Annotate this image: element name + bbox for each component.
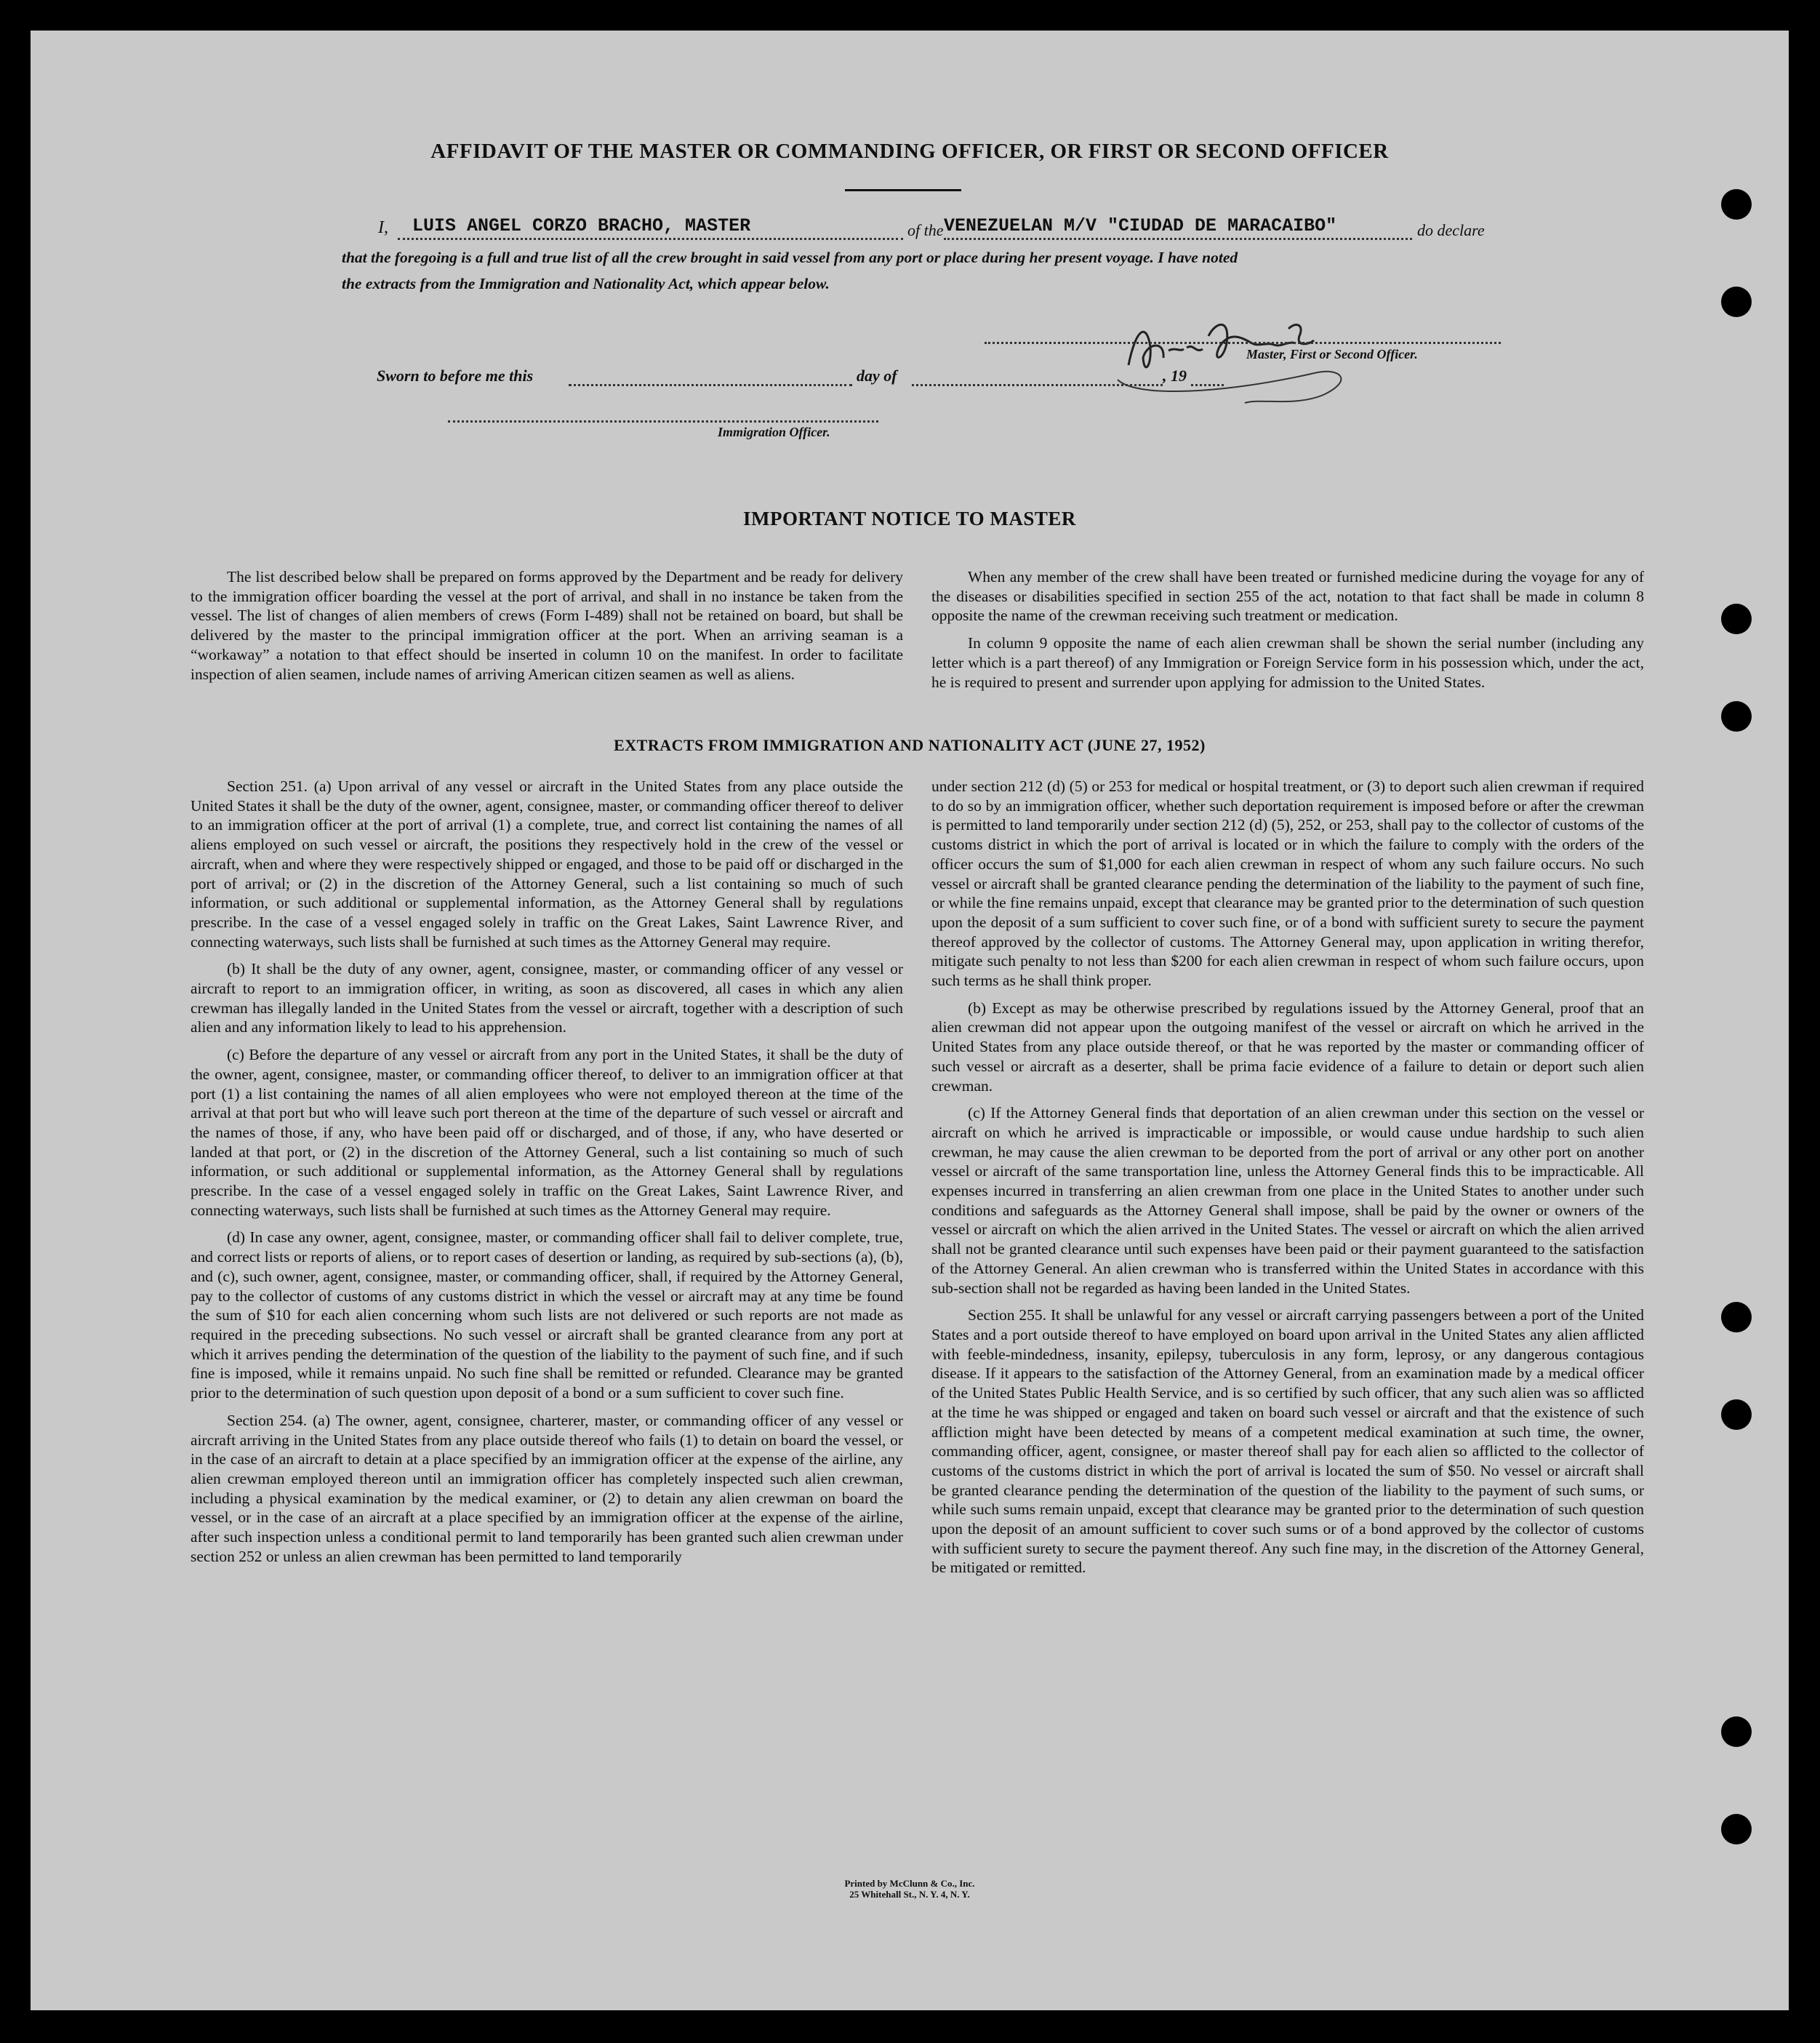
signature-caption: Master, First or Second Officer. — [1246, 347, 1418, 361]
notice-title: IMPORTANT NOTICE TO MASTER — [743, 508, 1076, 529]
extract-paragraph: (b) Except as may be otherwise prescribed by regulations issued by the Attorney General, proof that an alien crewman did not appear upon the outgoing manifest of the vessel or aircraft on which he arrived in the United States from any place outside thereof, or that he was reported by the master or commanding officer of such vessel or aircraft as a deserter, shall be prima facie evidence of a failure to detain or deport such alien crewman. — [931, 999, 1644, 1095]
extract-paragraph: Section 255. It shall be unlawful for any vessel or aircraft carrying passengers between a port of the United States and a port outside thereof to have employed on board upon arrival in the United States any alien afflicted with feeble-mindedness, insanity, epilepsy, tuberculosis in any form, leprosy, or any dangerous contagious disease. If it appears to the satisfaction of the Attorney General, from an examination made by a medical officer of the United States Public Health Service, and is so certified by such officer, that any such alien was so afflicted at the time he was shipped or engaged and taken on board such vessel or aircraft and that the existence of such affliction might have been detected by means of a competent medical examination at such time, the owner, commanding officer, agent, consignee, or master thereof shall pay for each alien so afflicted to the collector of customs of the customs district in which the port of arrival is located the sum of $50. No vessel or aircraft shall be granted clearance pending the determination of the question of the liability to the payment of such sums, or while such sums remain unpaid, except that clearance may be granted prior to the determination of such question upon the deposit of an amount sufficient to cover such sums or of a bond approved by the collector of customs with sufficient surety to secure the payment thereof. Any such fine may, in the discretion of the Attorney General, be mitigated or remitted. — [931, 1306, 1644, 1577]
master-name-line — [398, 238, 903, 240]
vessel-line — [944, 238, 1412, 240]
punch-hole — [1721, 1716, 1752, 1747]
statement-line-2: the extracts from the Immigration and Nationality Act, which appear below. — [342, 275, 830, 292]
punch-hole — [1721, 189, 1752, 220]
year-prefix: , 19 — [1163, 367, 1187, 385]
printer-imprint — [31, 1878, 1789, 1900]
sworn-year-line — [1191, 384, 1224, 386]
day-of-label: day of — [857, 367, 897, 385]
punch-hole — [1721, 287, 1752, 317]
signature-line — [985, 342, 1501, 344]
i-label: I, — [378, 218, 388, 237]
extract-paragraph: (b) It shall be the duty of any owner, agent, consignee, master, or commanding officer of any vessel or aircraft to report to an immigration officer, in writing, as soon as discovered, all cases in which any alien crewman has illegally landed in the United States from the vessel or aircraft, together with a description of such alien and any information likely to lead to his apprehension. — [191, 960, 903, 1036]
notice-left-column — [191, 567, 903, 692]
extracts-right-column — [931, 777, 1644, 1586]
extracts-left-column — [191, 777, 903, 1574]
punch-hole — [1721, 604, 1752, 634]
punch-hole — [1721, 1399, 1752, 1430]
extract-paragraph: Section 254. (a) The owner, agent, consignee, charterer, master, or commanding officer of any vessel or aircraft arriving in the United States from any place outside thereof who fails (1) to detain on board the vessel, or in the case of an aircraft to detain at a place specified by an immigration officer at the expense of the airline, any alien crewman employed thereon until an immigration officer has completely inspected such alien crewman, including a physical examination by the medical examiner, or (2) to detain any alien crewman on board the vessel, or in the case of an aircraft at a place specified by an immigration officer at the expense of the airline, after such inspection unless a conditional permit to land temporarily has been granted such alien crewman under section 252 or unless an alien crewman has been permitted to land temporarily — [191, 1411, 903, 1565]
vessel-field: VENEZUELAN M/V "CIUDAD DE MARACAIBO" — [944, 215, 1337, 236]
extract-paragraph: (c) If the Attorney General finds that deportation of an alien crewman under this section on the vessel or aircraft on which he arrived is impracticable or impossible, or would cause undue hardship to such alien crewman, he may cause the alien crewman to be deported from the port of arrival or any other port on another vessel or aircraft of the same transportation line, unless the Attorney General finds this to be impracticable. All expenses incurred in transferring an alien crewman from one place in the United States to another under such conditions and safeguards as the Attorney General shall impose, shall be paid by the owner or owners of the vessel or aircraft on which the alien arrived in the United States. The vessel or aircraft on which the alien arrived shall not be granted clearance until such expenses have been paid or their payment guaranteed to the satisfaction of the Attorney General. An alien crewman who is transferred within the United States in accordance with this sub-section shall not be regarded as having been landed in the United States. — [931, 1104, 1644, 1297]
of-the-label: of the — [907, 221, 944, 239]
printer-line-1: Printed by McClunn & Co., Inc. — [844, 1878, 975, 1889]
printer-line-2: 25 Whitehall St., N. Y. 4, N. Y. — [849, 1889, 970, 1900]
immigration-officer-line — [448, 420, 878, 423]
extracts-title: EXTRACTS FROM IMMIGRATION AND NATIONALITY ACT (JUNE 27, 1952) — [614, 736, 1206, 754]
extract-paragraph: under section 212 (d) (5) or 253 for medical or hospital treatment, or (3) to deport such alien crewman if required to do so by an immigration officer, whether such deportation requirement is imposed before or after the crewman is permitted to land temporarily under section 212 (d) (5), 252, or 253, shall pay to the collector of customs of the customs district in which the port of arrival is located or in which the failure to comply with the orders of the officer occurs the sum of $1,000 for each alien crewman in respect of whom any such failure occurs. No such vessel or aircraft shall be granted clearance pending the determination of the liability to the payment of such fine, or while the fine remains unpaid, except that clearance may be granted prior to the determination of such question upon the deposit of a sum sufficient to cover such fine, or of a bond with sufficient surety to secure the payment thereof approved by the collector of customs. The Attorney General may, upon application in writing therefor, mitigate such penalty to not less than $200 for each alien crewman in respect of whom such failure occurs, upon such terms as he shall think proper. — [931, 777, 1644, 990]
statement-line-1: that the foregoing is a full and true list of all the crew brought in said vessel from any port or place during her present voyage. I have noted — [342, 249, 1238, 266]
notice-right-column — [931, 567, 1644, 700]
punch-hole — [1721, 1814, 1752, 1844]
title-rule — [845, 189, 961, 191]
extract-paragraph: (c) Before the departure of any vessel or aircraft from any port in the United States, it shall be the duty of the owner, agent, consignee, master, or commanding officer thereof, to deliver to an immigration officer at that port (1) a list containing the names of all alien employees who were not employed thereon at the time of the arrival at that port but who will leave such port thereon at the time of the departure of such vessel or aircraft and the names of those, if any, who have been paid off or discharged, and of those, if any, who have deserted or landed at that port, or (2) in the discretion of the Attorney General, such a list containing so much of such information, or such additional or supplemental information, as the Attorney General shall by regulations prescribe. In the case of a vessel engaged solely in traffic on the Great Lakes, Saint Lawrence River, and connecting waterways, such lists shall be furnished at such times as the Attorney General may require. — [191, 1046, 903, 1219]
extract-paragraph: Section 251. (a) Upon arrival of any vessel or aircraft in the United States from any place outside the United States it shall be the duty of the owner, agent, consignee, master, or commanding officer thereof to deliver to an immigration officer at the port of arrival (1) a complete, true, and correct list containing the names of all aliens employed on such vessel or aircraft, the positions they respectively hold in the crew of the vessel or aircraft, when and where they were respectively shipped or engaged, and those to be paid off or discharged in the port of arrival; or (2) in the discretion of the Attorney General, such a list containing so much of such information, or such additional or supplemental information, as the Attorney General shall by regulations prescribe. In the case of a vessel engaged solely in traffic on the Great Lakes, Saint Lawrence River, and connecting waterways, such lists shall be furnished at such times as the Attorney General may require. — [191, 777, 903, 951]
sworn-month-line — [912, 384, 1163, 386]
punch-hole — [1721, 1302, 1752, 1332]
sworn-label: Sworn to before me this — [377, 367, 534, 385]
document-page — [31, 31, 1789, 2010]
sworn-day-line — [569, 384, 852, 386]
immigration-officer-caption: Immigration Officer. — [718, 425, 830, 439]
punch-hole — [1721, 701, 1752, 732]
extract-paragraph: (d) In case any owner, agent, consignee, master, or commanding officer shall fail to deliver complete, true, and correct lists or reports of aliens, or to report cases of desertion or landing, as required by sub-sections (a), (b), and (c), such owner, agent, consignee, master, or commanding officer, shall, if required by the Attorney General, pay to the collector of customs of any customs district in which the vessel or aircraft may at any time be found the sum of $10 for each alien concerning whom such lists are not delivered or such reports are not made as required in the preceding subsections. No such vessel or aircraft shall be granted clearance from any port at which it arrives pending the determination of the question of the liability to the payment of such fine, and if such fine is imposed, while it remains unpaid. No such fine shall be remitted or refunded. Clearance may be granted prior to the determination of such question upon deposit of a bond or a sum sufficient to cover such fine. — [191, 1228, 903, 1402]
master-name-field: LUIS ANGEL CORZO BRACHO, MASTER — [412, 215, 751, 236]
notice-right-paragraph-2: In column 9 opposite the name of each alien crewman shall be shown the serial number (including any letter which is a part thereof) of any Immigration or Foreign Service form in his possession which, under the act, he is required to present and surrender upon applying for admission to the United States. — [931, 634, 1644, 691]
affidavit-title: AFFIDAVIT OF THE MASTER OR COMMANDING OFFICER, OR FIRST OR SECOND OFFICER — [430, 140, 1389, 163]
notice-right-paragraph-1: When any member of the crew shall have been treated or furnished medicine during the voyage for any of the diseases or disabilities specified in section 255 of the act, notation to that fact shall be made in column 8 opposite the name of the crewman receiving such treatment or medication. — [931, 568, 1644, 625]
notice-left-paragraph: The list described below shall be prepared on forms approved by the Department and be ready for delivery to the immigration officer boarding the vessel at the port of arrival, and shall in no instance be taken from the vessel. The list of changes of alien members of crews (Form I-489) shall not be retained on board, but shall be delivered by the master to the principal immigration officer at the port. When an arriving seaman is a “workaway” a notation to that effect should be inserted in column 10 on the manifest. In order to facilitate inspection of alien seamen, include names of arriving American citizen seamen as well as aliens. — [191, 568, 903, 683]
do-declare-label: do declare — [1417, 221, 1485, 239]
